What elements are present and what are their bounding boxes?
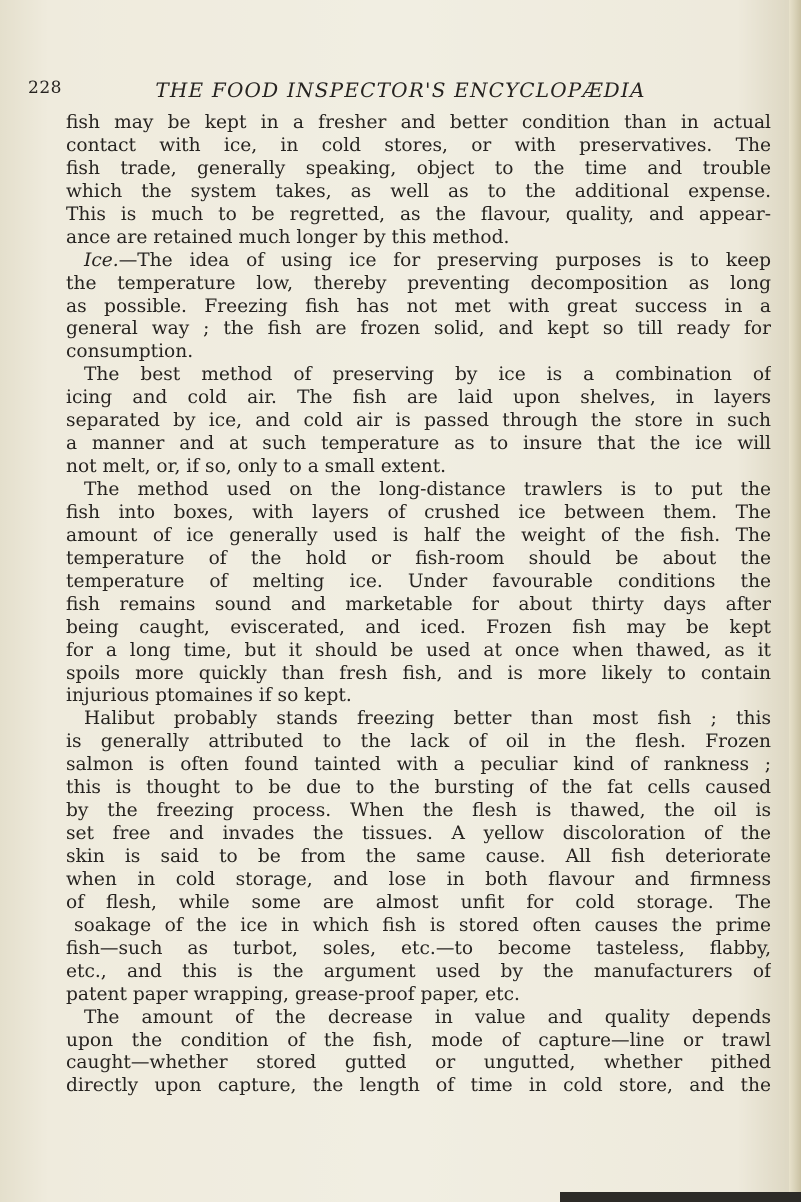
page-number: 228 bbox=[28, 78, 62, 98]
text-line bbox=[66, 777, 771, 800]
line-text: which the system takes, as well as to the additional expense. bbox=[66, 180, 771, 202]
text-line bbox=[66, 318, 771, 341]
text-line bbox=[66, 938, 771, 961]
text-line bbox=[66, 961, 771, 984]
line-text: The method used on the long-distance trawlers is to put the bbox=[84, 479, 771, 500]
line-text: being caught, eviscerated, and iced. Frozen fish may be kept bbox=[66, 616, 771, 638]
line-text: fish—such as turbot, soles, etc.—to become tasteless, flabby, bbox=[66, 937, 771, 959]
line-text: temperature of melting ice. Under favourable conditions the bbox=[66, 570, 771, 592]
line-text: ance are retained much longer by this method. bbox=[66, 226, 510, 248]
line-text: a manner and at such temperature as to insure that the ice will bbox=[66, 433, 771, 455]
text-line bbox=[66, 296, 771, 319]
text-line bbox=[66, 502, 771, 525]
line-text: of flesh, while some are almost unfit for cold storage. The bbox=[66, 891, 771, 913]
text-line bbox=[66, 663, 771, 686]
text-line bbox=[66, 479, 771, 502]
line-text: etc., and this is the argument used by the manufacturers of bbox=[66, 960, 771, 982]
line-text: injurious ptomaines if so kept. bbox=[66, 685, 352, 707]
text-line bbox=[66, 227, 771, 250]
text-line bbox=[66, 456, 771, 479]
text-line bbox=[66, 617, 771, 640]
section-heading: Ice. bbox=[84, 249, 119, 271]
text-line bbox=[66, 364, 771, 387]
text-line bbox=[66, 250, 771, 273]
text-line bbox=[66, 869, 771, 892]
text-line bbox=[66, 181, 771, 204]
line-text: temperature of the hold or fish-room should be about the bbox=[66, 547, 771, 569]
text-line bbox=[66, 571, 771, 594]
text-line bbox=[66, 204, 771, 227]
line-text: amount of ice generally used is half the weight of the fish. The bbox=[66, 524, 771, 546]
line-text: this is thought to be due to the bursting of the fat cells caused bbox=[66, 777, 771, 799]
text-line bbox=[66, 640, 771, 663]
text-line bbox=[66, 525, 771, 548]
line-text: caught—whether stored gutted or ungutted, whether pithed bbox=[66, 1052, 771, 1074]
line-text: upon the condition of the fish, mode of capture—line or trawl bbox=[66, 1029, 771, 1051]
line-text: The best method of preserving by ice is a combination of bbox=[84, 364, 771, 386]
line-text: by the freezing process. When the flesh is thawed, the oil is bbox=[66, 800, 771, 822]
text-line bbox=[66, 410, 771, 433]
text-line bbox=[66, 387, 771, 410]
line-text: fish may be kept in a fresher and better condition than in actual bbox=[66, 112, 771, 133]
text-line bbox=[66, 273, 771, 296]
line-text: fish remains sound and marketable for about thirty days after bbox=[66, 593, 771, 615]
text-line bbox=[66, 754, 771, 777]
text-line bbox=[66, 548, 771, 571]
text-line bbox=[66, 433, 771, 456]
line-text: soakage of the ice in which fish is stored often causes the prime bbox=[74, 914, 771, 936]
line-text: icing and cold air. The fish are laid upon shelves, in layers bbox=[66, 387, 771, 409]
line-text: directly upon capture, the length of time in cold store, and the bbox=[66, 1075, 771, 1097]
line-text: consumption. bbox=[66, 341, 194, 363]
text-line bbox=[66, 915, 771, 938]
line-text: Halibut probably stands freezing better than most fish ; this bbox=[84, 708, 771, 730]
text-line bbox=[66, 984, 771, 1007]
page-header bbox=[0, 78, 801, 104]
text-line bbox=[66, 708, 771, 731]
text-line bbox=[66, 685, 771, 708]
text-line bbox=[66, 800, 771, 823]
text-line bbox=[66, 158, 771, 181]
text-line bbox=[66, 112, 771, 135]
line-text: for a long time, but it should be used at once when thawed, as it bbox=[66, 639, 771, 661]
text-line bbox=[66, 823, 771, 846]
line-text: set free and invades the tissues. A yellow discoloration of the bbox=[66, 823, 771, 845]
line-text: general way ; the fish are frozen solid, and kept so till ready for bbox=[66, 318, 771, 340]
line-text: This is much to be regretted, as the flavour, quality, and appear- bbox=[66, 203, 771, 225]
text-line bbox=[66, 135, 771, 158]
line-text: the temperature low, thereby preventing decomposition as long bbox=[66, 272, 771, 294]
text-line bbox=[66, 1030, 771, 1053]
line-text: as possible. Freezing fish has not met with great success in a bbox=[66, 295, 771, 317]
line-text: spoils more quickly than fresh fish, and is more likely to contain bbox=[66, 662, 771, 684]
line-text: fish trade, generally speaking, object to the time and trouble bbox=[66, 157, 771, 179]
line-text: contact with ice, in cold stores, or with preservatives. The bbox=[66, 134, 771, 156]
running-title: THE FOOD INSPECTOR'S ENCYCLOPÆDIA bbox=[155, 78, 646, 102]
line-text: The amount of the decrease in value and quality depends bbox=[84, 1006, 771, 1028]
line-text: salmon is often found tainted with a peculiar kind of rankness ; bbox=[66, 754, 771, 776]
text-line bbox=[66, 1052, 771, 1075]
text-line bbox=[66, 1007, 771, 1030]
line-text: is generally attributed to the lack of oil in the flesh. Frozen bbox=[66, 731, 771, 753]
text-line bbox=[66, 341, 771, 364]
text-line bbox=[66, 892, 771, 915]
line-text: fish into boxes, with layers of crushed ice between them. The bbox=[66, 501, 771, 523]
line-text: separated by ice, and cold air is passed through the store in such bbox=[66, 410, 771, 432]
line-text: not melt, or, if so, only to a small extent. bbox=[66, 456, 447, 478]
bottom-rule bbox=[560, 1192, 801, 1202]
line-text: patent paper wrapping, grease-proof paper, etc. bbox=[66, 983, 520, 1005]
line-text: when in cold storage, and lose in both flavour and firmness bbox=[66, 868, 771, 890]
line-text: skin is said to be from the same cause. All fish deteriorate bbox=[66, 846, 771, 867]
page-edge bbox=[789, 0, 801, 1202]
text-line bbox=[66, 731, 771, 754]
text-line bbox=[66, 594, 771, 617]
text-line bbox=[66, 1075, 771, 1098]
body-text bbox=[66, 112, 771, 1098]
text-line bbox=[66, 846, 771, 869]
line-text: —The idea of using ice for preserving purposes is to keep bbox=[118, 249, 771, 271]
